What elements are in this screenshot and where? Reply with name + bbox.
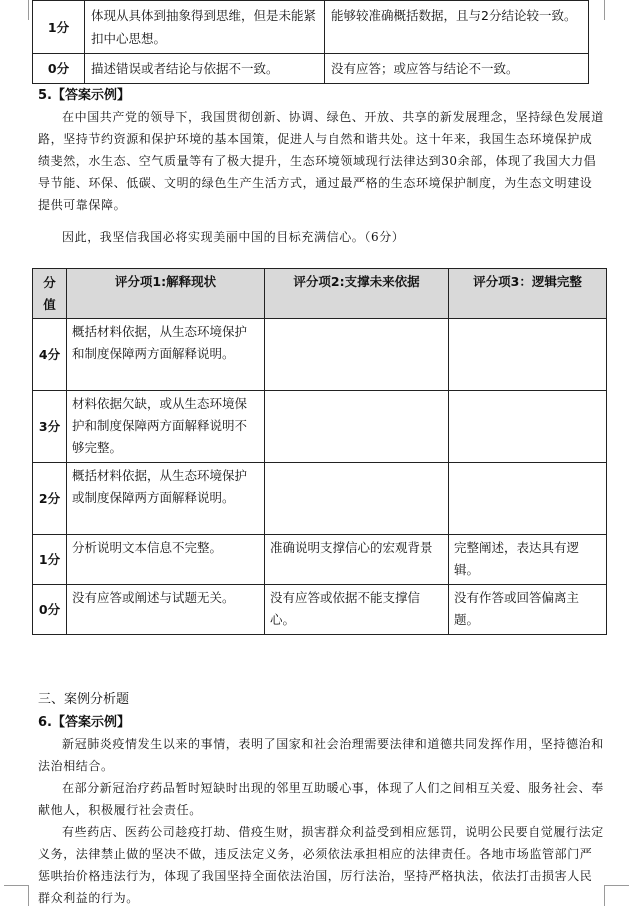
crop-mark-top-left bbox=[4, 0, 29, 20]
scoring-rubric-table bbox=[32, 268, 607, 635]
table-cell: 概括材料依据，从生态环境保护或制度保障两方面解释说明。 bbox=[67, 463, 265, 535]
score-cell: 3分 bbox=[33, 391, 67, 463]
score-cell: 0分 bbox=[33, 585, 67, 635]
table-cell: 完整阐述，表达具有逻辑。 bbox=[449, 535, 607, 585]
table-row bbox=[33, 319, 607, 391]
table-cell: 没有作答或回答偏离主题。 bbox=[449, 585, 607, 635]
table-cell: 材料依据欠缺，或从生态环境保护和制度保障两方面解释说明不够完整。 bbox=[67, 391, 265, 463]
table-cell: 没有应答；或应答与结论不一致。 bbox=[325, 54, 589, 84]
q6-heading: 6.【答案示例】 bbox=[38, 715, 130, 730]
table-cell: 没有应答或阐述与试题无关。 bbox=[67, 585, 265, 635]
crop-mark-top-right bbox=[604, 0, 629, 20]
crop-mark-bottom-right bbox=[604, 885, 629, 906]
q5-paragraph-2: 因此，我坚信我国必将实现美丽中国的目标充满信心。（6分） bbox=[62, 230, 405, 244]
scoring-table-continued bbox=[32, 0, 589, 84]
table-cell bbox=[265, 391, 449, 463]
table-row bbox=[33, 1, 589, 54]
column-header-item-2: 评分项2:支撑未来依据 bbox=[265, 269, 449, 319]
table-cell bbox=[449, 391, 607, 463]
table-cell: 描述错误或者结论与依据不一致。 bbox=[85, 54, 325, 84]
score-cell: 1分 bbox=[33, 1, 85, 54]
score-cell: 4分 bbox=[33, 319, 67, 391]
table-cell: 没有应答或依据不能支撑信心。 bbox=[265, 585, 449, 635]
q6-paragraph-1: 新冠肺炎疫情发生以来的事情，表明了国家和社会治理需要法律和道德共同发挥作用，坚持德治和法治相结合。 bbox=[38, 737, 604, 773]
table-row bbox=[33, 391, 607, 463]
table-row bbox=[33, 54, 589, 84]
q6-paragraph-2: 在部分新冠治疗药品暂时短缺时出现的邻里互助暖心事，体现了人们之间相互关爱、服务社会、奉献他人，积极履行社会责任。 bbox=[38, 781, 604, 817]
q5-heading: 5.【答案示例】 bbox=[38, 88, 130, 103]
table-cell bbox=[449, 463, 607, 535]
table-row bbox=[33, 535, 607, 585]
table-cell bbox=[265, 463, 449, 535]
table-cell: 准确说明支撑信心的宏观背景 bbox=[265, 535, 449, 585]
section-title: 三、案例分析题 bbox=[38, 692, 130, 707]
q5-paragraph-1: 在中国共产党的领导下，我国贯彻创新、协调、绿色、开放、共享的新发展理念，坚持绿色发展道路，坚持节约资源和保护环境的基本国策，促进人与自然和谐共处。这十年来，我国生态环境保护成绩斐然，水生态、空气质量等有了极大提升，生态环境领域现行法律达到30余部，体现了我国大力倡导节能、环保、低碳、文明的绿色生产生活方式，通过最严格的生态环境保护制度，为生态文明建设提供可靠保障。 bbox=[38, 110, 604, 212]
column-header-item-3: 评分项3：逻辑完整 bbox=[449, 269, 607, 319]
table-cell: 概括材料依据，从生态环境保护和制度保障两方面解释说明。 bbox=[67, 319, 265, 391]
table-row bbox=[33, 585, 607, 635]
crop-mark-bottom-left bbox=[4, 885, 29, 906]
score-cell: 1分 bbox=[33, 535, 67, 585]
column-header-score: 分值 bbox=[33, 269, 67, 319]
score-cell: 0分 bbox=[33, 54, 85, 84]
table-cell bbox=[265, 319, 449, 391]
table-cell: 体现从具体到抽象得到思维，但是未能紧扣中心思想。 bbox=[85, 1, 325, 54]
score-cell: 2分 bbox=[33, 463, 67, 535]
table-header-row bbox=[33, 269, 607, 319]
table-row bbox=[33, 463, 607, 535]
table-cell: 分析说明文本信息不完整。 bbox=[67, 535, 265, 585]
q6-paragraph-3: 有些药店、医药公司趁疫打劫、借疫生财，损害群众利益受到相应惩罚，说明公民要自觉履行法定义务，法律禁止做的坚决不做，违反法定义务，必须依法承担相应的法律责任。各地市场监管部门严惩哄抬价格违法行为，体现了我国坚持全面依法治国，厉行法治，坚持严格执法，依法打击损害人民群众利益的行为。 bbox=[38, 825, 604, 905]
table-cell: 能够较准确概括数据，且与2分结论较一致。 bbox=[325, 1, 589, 54]
column-header-item-1: 评分项1:解释现状 bbox=[67, 269, 265, 319]
table-cell bbox=[449, 319, 607, 391]
